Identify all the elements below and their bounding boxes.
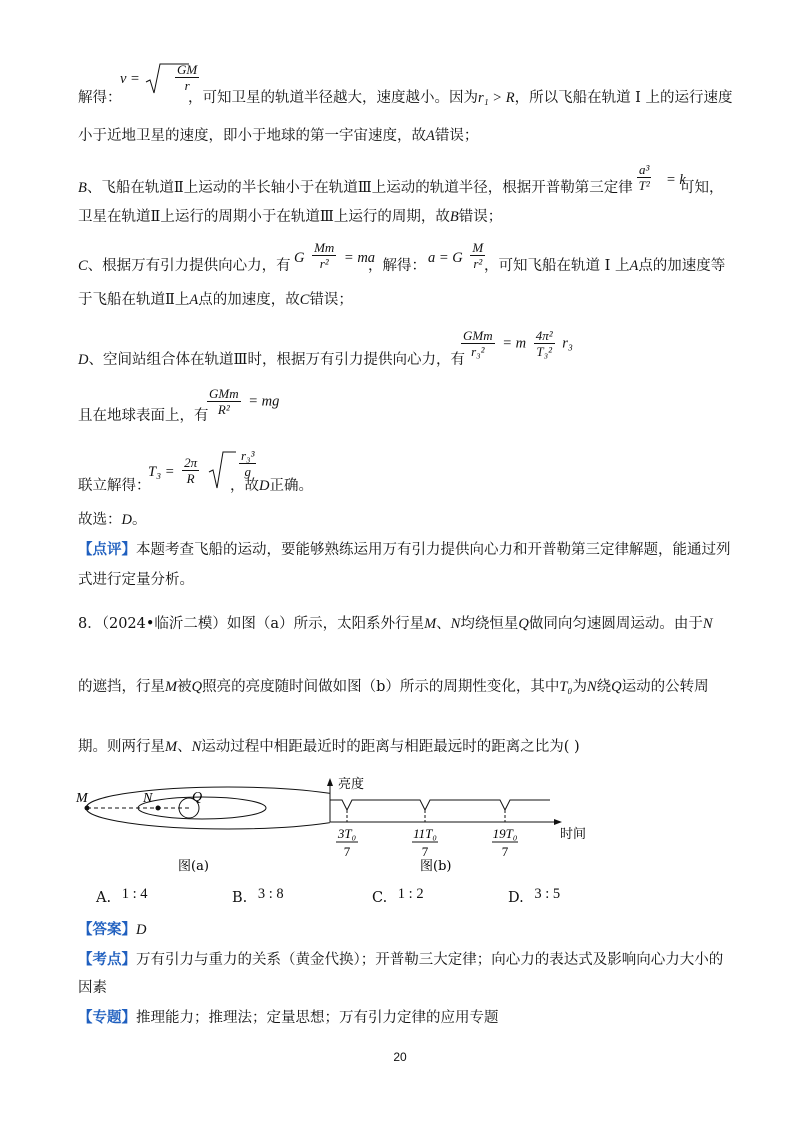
planet-M	[85, 806, 90, 811]
y-axis-arrow	[327, 778, 333, 786]
solution-line: 小于近地卫星的速度，即小于地球的第一宇宙速度，故A错误；	[78, 128, 479, 144]
tick-label	[492, 826, 518, 859]
x-label: 时间	[560, 827, 587, 842]
brightness-curve	[330, 800, 550, 810]
page-number: 20	[393, 1050, 407, 1064]
answer-choose-line: 故选：D。	[78, 512, 147, 528]
planet-N	[156, 806, 161, 811]
kaodian-tag: 【考点】	[78, 951, 136, 968]
caption-b: 图(b)	[420, 859, 452, 874]
solution-line: 卫星在轨道Ⅱ上运行的周期小于在轨道Ⅲ上运行的周期，故B错误；	[78, 209, 503, 225]
question-8-line3: 期。则两行星M、N运动过程中相距最近时的距离与相距最远时的距离之比为( )	[78, 739, 580, 755]
zhuanti-tag: 【专题】	[78, 1009, 136, 1026]
comment-tag: 【点评】	[78, 541, 136, 558]
formula-circular-motion: $\frac{\text{GMm}}{\text{r₃²}}$ = m $\frac{\text{4π²}}{\text{T₃²}}$ r₃	[463, 328, 573, 359]
svg-text:11T₀: 11T₀	[413, 826, 437, 841]
kaodian-line: 【考点】万有引力与重力的关系（黄金代换）；开普勒三大定律；向心力的表达式及影响向心力大小的	[78, 951, 724, 968]
label-Q: Q	[192, 790, 203, 805]
question-8-line2: 的遮挡，行星M被Q照亮的亮度随时间做如图（b）所示的周期性变化，其中T₀为N绕Q运动的公转周	[78, 679, 709, 695]
x-axis-arrow	[554, 819, 562, 825]
svg-text:7: 7	[421, 844, 429, 859]
tick-label	[412, 826, 438, 859]
caption-a: 图(a)	[178, 859, 209, 874]
comment-line: 式进行定量分析。	[78, 572, 194, 588]
solution-line: 于飞船在轨道Ⅱ上A点的加速度，故C错误；	[78, 292, 353, 308]
answer-tag: 【答案】	[78, 921, 136, 938]
answer-line: 【答案】D	[78, 921, 147, 938]
formula-a: a = G $\frac{M}{\text{r²}}$	[428, 240, 484, 271]
solution-line-v: 解得： v = $\frac{GM}{r}$ ，可知卫星的轨道半径越大，速度越小。因为r₁ > R，所以飞船在轨道 I 上的运行速度	[78, 62, 733, 106]
formula-T3: T₃ = $\frac{2\pi}{R}$ $\frac{\text{r₃³}}{g}$	[148, 450, 237, 490]
option-d[interactable]: D. 3 : 5	[508, 886, 561, 906]
formula-gravity-ma: G $\frac{Mm}{\text{r²}}$ = ma	[294, 240, 376, 271]
option-c[interactable]: C. 1 : 2	[372, 886, 424, 906]
label-M: M	[76, 791, 88, 806]
figure-b-brightness	[320, 770, 590, 880]
svg-text:19T₀: 19T₀	[492, 826, 518, 841]
document-page: 解得： v = $\frac{GM}{r}$ ，可知卫星的轨道半径越大，速度越小。因为r₁ > R，所以飞船在轨道 I 上的运行速度 小于近地卫星的速度，即小于地球的第一宇宙速度，故A错误； B、飞船在轨道Ⅱ上运动的半长轴小于在轨道Ⅲ上运动的轨道半径，根据开普勒第三定律 $\frac{\text{a³}}{\text{T²}}$ = k 可知， 卫星在轨道Ⅱ上运行的周期小于在轨道Ⅲ上运行的周期，故B错误； C、根据万有引力提供向心力，有 G $\frac{Mm}{\text{r²}}$ = ma ，解得： a = G $\frac{M}{\text{r²}}$ ，可知飞船在轨道 I 上A点的加速度等 于飞船在轨道Ⅱ上A点的加速度，故C错误； D、空间站组合体在轨道Ⅲ时，根据万有引力提供向心力，有 $\frac{\text{GMm}}{\text{r₃²}}$ = m $\frac{\text{4π²}}{\text{T₃²}}$ r₃ 且在地球表面上，有 $\frac{\text{GMm}}{\text{R²}}$ = mg 联立解得： T₃ = $\frac{2\pi}{R}$ $\frac{\text{r₃³}}{g}$ ，故D正确。 故选：D。 【点评】本题考查飞船的运动，要能够熟练运用万有引力提供向心力和开普勒第三定律解题，能通过列 式进行定量分析。 8．（2024•临沂二模）如图（a）所示，太阳系外行星M、N均绕恒星Q做同向匀速圆周运动。由于N 的遮挡，行星M被Q照亮的亮度随时间做如图（b）所示的周期性变化，其中T₀为N绕Q运动的公转周 期。则两行星M、N运动过程中相距最近时的距离与相距最远时的距离之比为( ) M N Q 图(a) 亮度 时间 3T₀ 7 11T₀ 7 19T₀ 7 图(b) A. 1 : 4 B. 3 : 8 C. 1 : 2 D. 3 : 5 【答案】D 【考点】万有引力与重力的关系（黄金代换）；开普勒三大定律；向心力的表达式及影响向心力大小的 因素 【专题】推理能力；推理法；定量思想；万有引力定律的应用专题 20	[0, 0, 800, 1132]
svg-text:7: 7	[501, 844, 509, 859]
kaodian-line: 因素	[78, 980, 107, 996]
tick-label	[336, 826, 358, 859]
formula-surface-gravity: $\frac{\text{GMm}}{\text{R²}}$ = mg	[209, 386, 280, 417]
option-b[interactable]: B. 3 : 8	[232, 886, 284, 906]
zhuanti-line: 【专题】推理能力；推理法；定量思想；万有引力定律的应用专题	[78, 1009, 499, 1026]
kepler-fraction: $\frac{\text{a³}}{\text{T²}}$	[638, 162, 650, 193]
label-N: N	[143, 791, 153, 806]
comment-line: 【点评】本题考查飞船的运动，要能够熟练运用万有引力提供向心力和开普勒第三定律解题，能通过列	[78, 541, 731, 558]
y-label: 亮度	[338, 777, 365, 792]
svg-text:7: 7	[343, 844, 351, 859]
question-8-line1: 8．（2024•临沂二模）如图（a）所示，太阳系外行星M、N均绕恒星Q做同向匀速圆周运动。由于N	[78, 616, 713, 632]
formula-v: v = $\frac{GM}{r}$	[120, 62, 190, 96]
option-a[interactable]: A. 1 : 4	[96, 886, 148, 906]
svg-text:3T₀: 3T₀	[337, 826, 357, 841]
label-jiede: 解得：	[78, 90, 122, 106]
figure-a-orbits	[70, 778, 330, 878]
